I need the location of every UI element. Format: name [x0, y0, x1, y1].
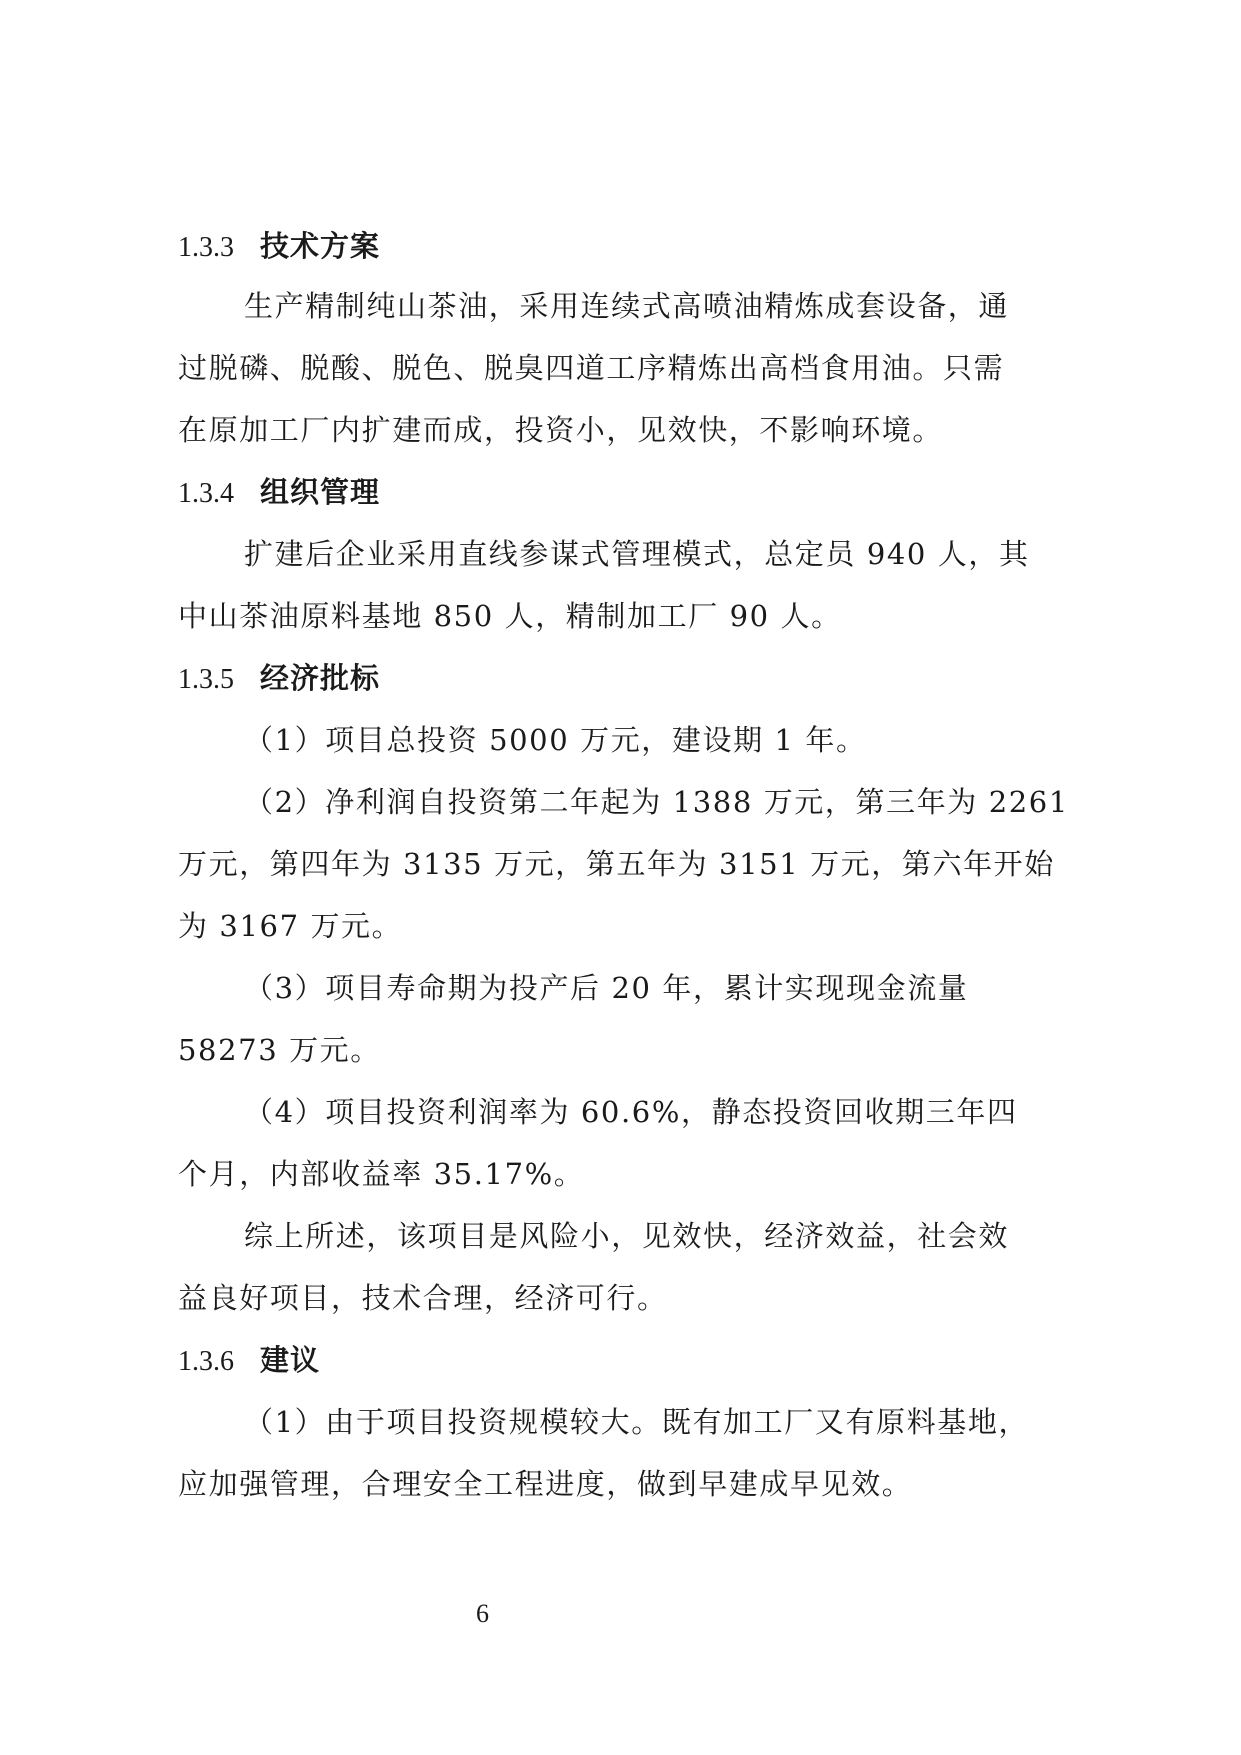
paragraph-line: 应加强管理，合理安全工程进度，做到早建成早见效。: [178, 1467, 913, 1501]
paragraph-line: 中山茶油原料基地 850 人，精制加工厂 90 人。: [178, 599, 842, 633]
paragraph-line: 生产精制纯山茶油，采用连续式高喷油精炼成套设备，通: [244, 289, 1010, 323]
section-heading-1-3-6: [178, 1340, 320, 1382]
section-title: 组织管理: [260, 475, 381, 509]
paragraph-line: （1）项目总投资 5000 万元，建设期 1 年。: [244, 723, 867, 757]
section-number: 1.3.3: [178, 232, 234, 263]
section-heading-1-3-4: [178, 472, 380, 514]
section-title: 建议: [260, 1343, 321, 1377]
paragraph-line: 在原加工厂内扩建而成，投资小，见效快，不影响环境。: [178, 413, 944, 447]
paragraph-line: 个月，内部收益率 35.17%。: [178, 1157, 585, 1191]
paragraph-line: 58273 万元。: [178, 1033, 381, 1067]
section-number: 1.3.6: [178, 1346, 234, 1377]
paragraph-line: （2）净利润自投资第二年起为 1388 万元，第三年为 2261: [244, 785, 1069, 819]
paragraph-line: （3）项目寿命期为投产后 20 年，累计实现现金流量: [244, 971, 969, 1005]
section-heading-1-3-3: [178, 226, 380, 268]
paragraph-line: （4）项目投资利润率为 60.6%，静态投资回收期三年四: [244, 1095, 1018, 1129]
paragraph-line: 综上所述，该项目是风险小，见效快，经济效益，社会效: [244, 1219, 1010, 1253]
paragraph-line: 万元，第四年为 3135 万元，第五年为 3151 万元，第六年开始: [178, 847, 1055, 881]
section-title: 技术方案: [260, 229, 381, 263]
paragraph-line: 扩建后企业采用直线参谋式管理模式，总定员 940 人，其: [244, 537, 1030, 571]
section-number: 1.3.5: [178, 664, 234, 695]
section-title: 经济批标: [260, 661, 381, 695]
paragraph-line: 过脱磷、脱酸、脱色、脱臭四道工序精炼出高档食用油。只需: [178, 351, 1005, 385]
paragraph-line: （1）由于项目投资规模较大。既有加工厂又有原料基地，: [244, 1405, 1030, 1439]
paragraph-line: 益良好项目，技术合理，经济可行。: [178, 1281, 668, 1315]
paragraph-line: 为 3167 万元。: [178, 909, 403, 943]
section-number: 1.3.4: [178, 478, 234, 509]
section-heading-1-3-5: [178, 658, 380, 700]
page-number: 6: [476, 1599, 489, 1628]
